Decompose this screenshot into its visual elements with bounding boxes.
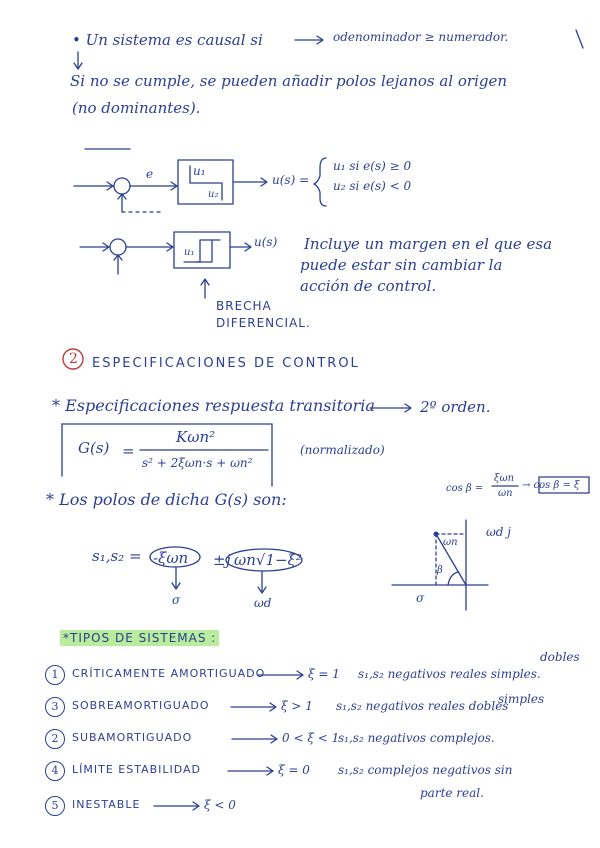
type-annotation: simples bbox=[498, 692, 545, 706]
diagram1-e-label: e bbox=[146, 167, 154, 181]
plot-wn: ωn bbox=[443, 537, 458, 548]
type-name: LÍMITE ESTABILIDAD bbox=[72, 763, 202, 776]
diagram2-note-line1: Incluye un margen en el que esa bbox=[304, 235, 553, 253]
type-number-circle: 2 bbox=[45, 729, 65, 749]
plot-axis-label: ωd j bbox=[486, 525, 512, 539]
intro-line3: (no dominantes). bbox=[72, 99, 201, 117]
diagram1-output: u(s) = bbox=[272, 173, 310, 187]
type-number-circle: 5 bbox=[45, 796, 65, 816]
poles-s12: s₁,s₂ = bbox=[92, 547, 142, 565]
type-condition: ξ < 0 bbox=[204, 798, 236, 812]
type-description: s₁,s₂ negativos reales dobles bbox=[336, 699, 509, 713]
cos-num: ξωn bbox=[494, 473, 515, 484]
diagram1-box-top: u₁ bbox=[193, 164, 206, 178]
type-name: SOBREAMORTIGUADO bbox=[72, 699, 210, 712]
type-number-circle: 4 bbox=[45, 761, 65, 781]
section2-number: 2 bbox=[69, 351, 78, 367]
poles-pm: ± bbox=[213, 551, 226, 569]
diagram2-note-line3: acción de control. bbox=[300, 277, 437, 295]
diagram1-box-bottom: u₂ bbox=[208, 189, 219, 200]
type-description: s₁,s₂ complejos negativos sin bbox=[338, 763, 513, 777]
spec-G: G(s) bbox=[78, 439, 110, 457]
diagram1-case1: u₁ si e(s) ≥ 0 bbox=[333, 159, 412, 173]
type-description: s₁,s₂ negativos complejos. bbox=[338, 731, 495, 745]
spec-num: Kωn² bbox=[176, 428, 216, 446]
diagram2-box-label: u₁ bbox=[184, 247, 195, 258]
plot-beta: β bbox=[437, 565, 443, 576]
type-condition: ξ = 0 bbox=[278, 763, 310, 777]
diagram2-output: u(s) bbox=[254, 235, 278, 249]
type-name: SUBAMORTIGUADO bbox=[72, 731, 193, 744]
plot-sigma: σ bbox=[416, 591, 425, 605]
type-annotation: parte real. bbox=[420, 786, 484, 800]
type-annotation: dobles bbox=[540, 650, 580, 664]
intro-line1b: odenominador ≥ numerador. bbox=[333, 30, 509, 44]
section2-title: ESPECIFICACIONES DE CONTROL bbox=[92, 356, 360, 371]
type-number-circle: 1 bbox=[45, 665, 65, 685]
diagram1-case2: u₂ si e(s) < 0 bbox=[333, 179, 412, 193]
type-condition: ξ > 1 bbox=[281, 699, 313, 713]
type-name: INESTABLE bbox=[72, 798, 141, 811]
brecha-line1: BRECHA bbox=[216, 299, 272, 313]
poles-line: * Los polos de dicha G(s) son: bbox=[46, 490, 287, 509]
intro-line1a: • Un sistema es causal si bbox=[72, 31, 263, 49]
spec-eq: = bbox=[122, 442, 135, 460]
poles-re-part: -ξωn bbox=[153, 549, 189, 567]
intro-line2: Si no se cumple, se pueden añadir polos lejanos al origen bbox=[70, 72, 508, 90]
type-name: CRÍTICAMENTE AMORTIGUADO bbox=[72, 667, 266, 680]
poles-im-part: ωn√1−ξ² bbox=[234, 551, 302, 569]
brecha-line2: DIFERENCIAL. bbox=[216, 316, 311, 330]
cos-formula: cos β = bbox=[446, 483, 484, 494]
spec-order: 2º orden. bbox=[420, 398, 491, 416]
poles-wd: ωd bbox=[254, 596, 272, 610]
cos-den: ωn bbox=[498, 488, 513, 499]
cos-result: → cos β = ξ bbox=[522, 480, 580, 491]
poles-sigma: σ bbox=[172, 593, 181, 607]
types-header-text: *TIPOS DE SISTEMAS : bbox=[60, 630, 219, 646]
spec-line: * Especificaciones respuesta transitoria bbox=[52, 396, 375, 415]
type-condition: ξ = 1 bbox=[308, 667, 340, 681]
type-number-circle: 3 bbox=[45, 697, 65, 717]
type-condition: 0 < ξ < 1 bbox=[282, 731, 340, 745]
diagram2-note-line2: puede estar sin cambiar la bbox=[300, 256, 503, 274]
spec-den: s² + 2ξωn·s + ωn² bbox=[142, 456, 253, 470]
spec-normalized: (normalizado) bbox=[300, 443, 385, 457]
type-description: s₁,s₂ negativos reales simples. bbox=[358, 667, 541, 681]
poles-j: j bbox=[226, 551, 231, 569]
